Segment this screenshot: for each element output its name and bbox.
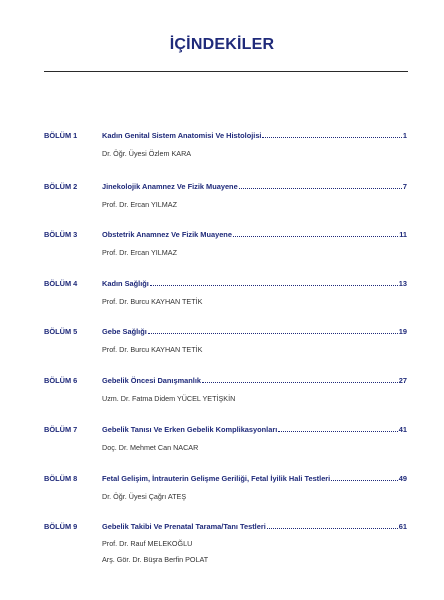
page-number: 41 — [398, 425, 407, 434]
chapter-title-line[interactable] — [102, 327, 407, 337]
chapter-title-line[interactable] — [102, 522, 407, 532]
chapter-label: BÖLÜM 6 — [44, 376, 78, 385]
page-number: 19 — [398, 327, 407, 336]
dot-leader — [202, 382, 398, 383]
chapter-title-line[interactable] — [102, 425, 407, 435]
chapter-title-line[interactable] — [102, 279, 407, 289]
chapter-label: BÖLÜM 7 — [44, 425, 78, 434]
chapter-label: BÖLÜM 1 — [44, 131, 78, 140]
page-number: 61 — [398, 522, 407, 531]
author: Prof. Dr. Burcu KAYHAN TETİK — [102, 297, 203, 306]
author: Doç. Dr. Mehmet Can NACAR — [102, 443, 199, 452]
chapter-title[interactable]: Fetal Gelişim, İntrauterin Gelişme Geriliği, Fetal İyilik Hali Testleri — [102, 474, 331, 483]
chapter-title[interactable]: Gebe Sağlığı — [102, 327, 147, 336]
author: Prof. Dr. Ercan YILMAZ — [102, 248, 177, 257]
chapter-label: BÖLÜM 8 — [44, 474, 78, 483]
author: Uzm. Dr. Fatma Didem YÜCEL YETİŞKİN — [102, 394, 236, 403]
chapter-title-line[interactable] — [102, 131, 407, 141]
chapter-title[interactable]: Gebelik Takibi Ve Prenatal Tarama/Tanı Testleri — [102, 522, 266, 531]
chapter-title[interactable]: Kadın Genital Sistem Anatomisi Ve Histolojisi — [102, 131, 262, 140]
chapter-label: BÖLÜM 4 — [44, 279, 78, 288]
dot-leader — [233, 236, 398, 237]
chapter-title[interactable]: Kadın Sağlığı — [102, 279, 149, 288]
page-title: İÇİNDEKİLER — [169, 36, 275, 53]
page-number: 49 — [398, 474, 407, 483]
chapter-title[interactable]: Gebelik Tanısı Ve Erken Gebelik Komplikasyonları — [102, 425, 278, 434]
dot-leader — [262, 137, 401, 138]
page-number: 11 — [399, 230, 407, 239]
chapter-title[interactable]: Obstetrik Anamnez Ve Fizik Muayene — [102, 230, 232, 239]
chapter-title-line[interactable] — [102, 474, 407, 484]
author: Dr. Öğr. Üyesi Çağrı ATEŞ — [102, 492, 187, 501]
author: Arş. Gör. Dr. Büşra Berfin POLAT — [102, 555, 209, 564]
dot-leader — [150, 285, 398, 286]
dot-leader — [239, 188, 402, 189]
page-number: 1 — [402, 131, 407, 140]
page-number: 13 — [398, 279, 407, 288]
dot-leader — [267, 528, 398, 529]
chapter-label: BÖLÜM 5 — [44, 327, 78, 336]
author: Prof. Dr. Ercan YILMAZ — [102, 200, 177, 209]
author: Prof. Dr. Burcu KAYHAN TETİK — [102, 345, 203, 354]
chapter-label: BÖLÜM 9 — [44, 522, 78, 531]
chapter-title-line[interactable] — [102, 376, 407, 386]
page-number: 27 — [398, 376, 407, 385]
author: Dr. Öğr. Üyesi Özlem KARA — [102, 149, 192, 158]
chapter-label: BÖLÜM 2 — [44, 182, 78, 191]
chapter-title[interactable]: Gebelik Öncesi Danışmanlık — [102, 376, 201, 385]
author: Prof. Dr. Rauf MELEKOĞLU — [102, 539, 193, 548]
chapter-title[interactable]: Jinekolojik Anamnez Ve Fizik Muayene — [102, 182, 238, 191]
dot-leader — [278, 431, 398, 432]
title-divider — [44, 71, 408, 72]
chapter-label: BÖLÜM 3 — [44, 230, 78, 239]
dot-leader — [331, 480, 398, 481]
chapter-title-line[interactable] — [102, 230, 407, 240]
dot-leader — [148, 333, 398, 334]
chapter-title-line[interactable] — [102, 182, 407, 192]
page-number: 7 — [402, 182, 407, 191]
